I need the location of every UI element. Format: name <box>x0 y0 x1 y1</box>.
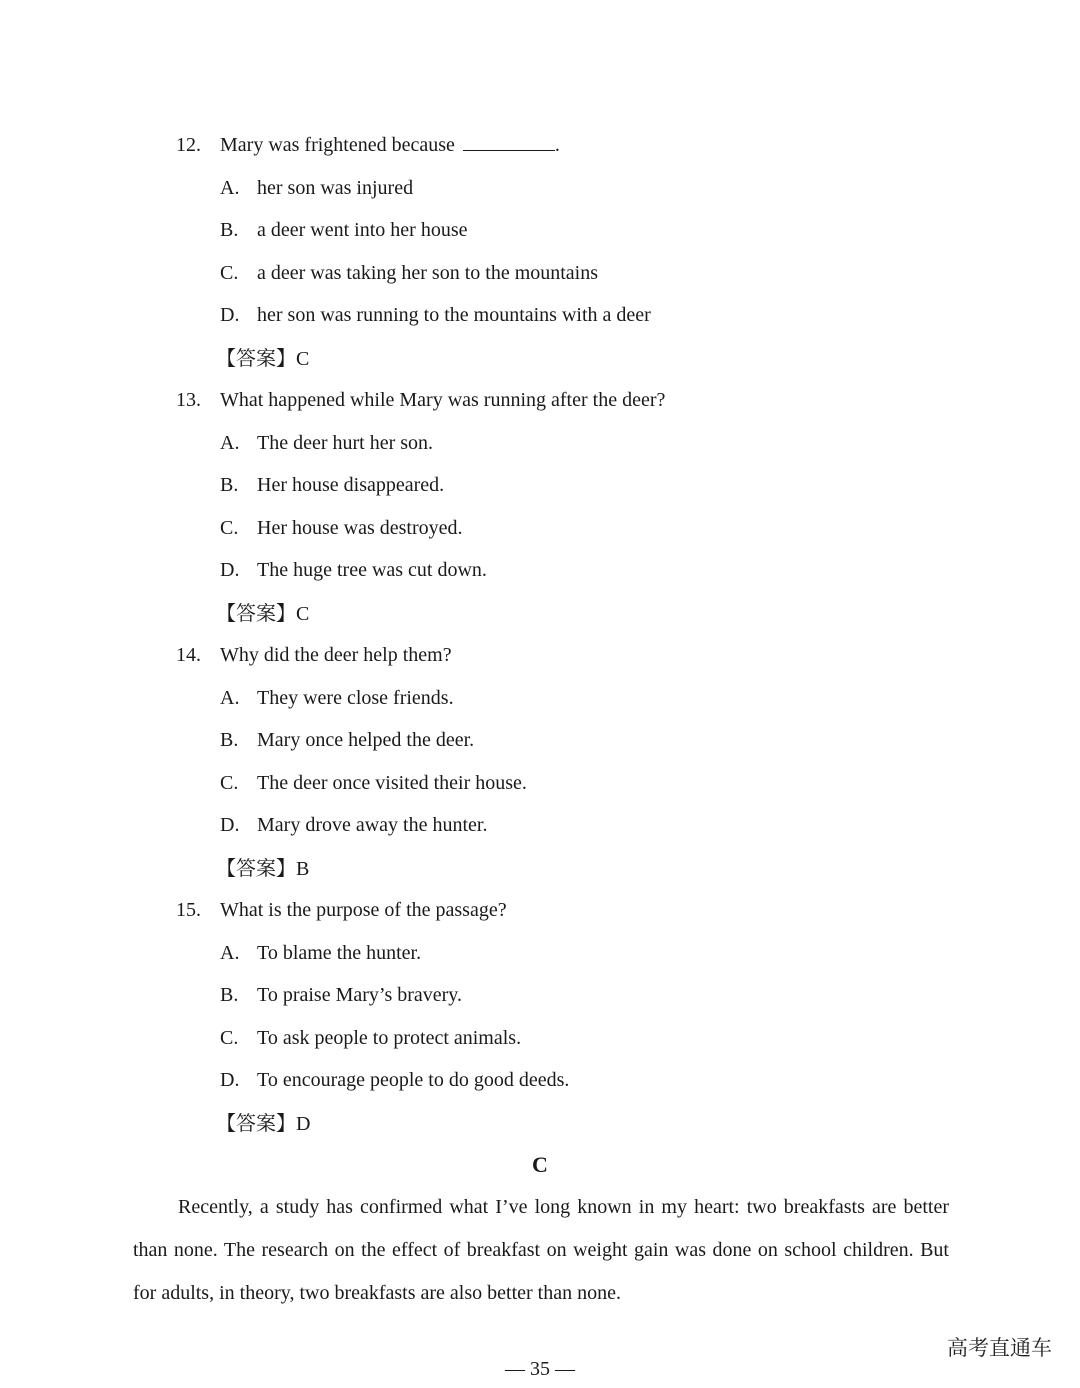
option-text: Mary once helped the deer. <box>257 729 475 751</box>
answer-line <box>216 600 309 627</box>
answer-line <box>216 345 309 372</box>
stem-end: . <box>554 134 560 156</box>
passage-paragraph: Recently, a study has confirmed what I’ve long known in my heart: two breakfasts are better than none. The research on the effect of breakfast on weight gain was done on school children. But for adults, in theory, two breakfasts are also better than none. <box>133 1196 949 1304</box>
answer-value: C <box>296 603 310 625</box>
option-text: The deer once visited their house. <box>257 772 527 794</box>
option-b <box>220 727 474 753</box>
question-number: 14. <box>176 644 201 666</box>
option-c <box>220 770 527 796</box>
option-text: Mary drove away the hunter. <box>257 814 488 836</box>
option-text: her son was injured <box>257 177 414 199</box>
question-number: 12. <box>176 134 201 156</box>
answer-label: 【答案】 <box>216 856 296 880</box>
option-letter: C. <box>220 772 239 794</box>
answer-label: 【答案】 <box>216 1111 296 1135</box>
option-text: Her house was destroyed. <box>257 517 463 539</box>
option-letter: A. <box>220 432 240 454</box>
option-letter: B. <box>220 474 239 496</box>
option-text: To blame the hunter. <box>257 942 422 964</box>
question-text: Mary was frightened because <box>220 134 455 156</box>
option-letter: A. <box>220 177 240 199</box>
question-13-stem <box>176 387 665 413</box>
option-a <box>220 685 454 711</box>
question-12-stem <box>176 132 560 158</box>
question-14-stem <box>176 642 452 668</box>
option-b <box>220 472 444 498</box>
answer-value: B <box>296 858 310 880</box>
answer-label: 【答案】 <box>216 346 296 370</box>
option-c <box>220 260 598 286</box>
option-b <box>220 982 462 1008</box>
answer-line <box>216 1110 310 1137</box>
option-letter: C. <box>220 262 239 284</box>
question-15-stem <box>176 897 507 923</box>
option-letter: D. <box>220 304 240 326</box>
option-text: To ask people to protect animals. <box>257 1027 522 1049</box>
option-text: The deer hurt her son. <box>257 432 434 454</box>
question-text: What is the purpose of the passage? <box>220 899 507 921</box>
option-letter: D. <box>220 1069 240 1091</box>
option-text: her son was running to the mountains with a deer <box>257 304 651 326</box>
answer-label: 【答案】 <box>216 601 296 625</box>
option-text: a deer went into her house <box>257 219 468 241</box>
answer-value: C <box>296 348 310 370</box>
page-number: — 35 — <box>505 1358 575 1380</box>
option-text: To praise Mary’s bravery. <box>257 984 463 1006</box>
option-text: The huge tree was cut down. <box>257 559 487 581</box>
option-letter: C. <box>220 517 239 539</box>
question-number: 13. <box>176 389 201 411</box>
option-d <box>220 812 487 838</box>
answer-blank <box>463 132 555 151</box>
option-text: a deer was taking her son to the mountains <box>257 262 599 284</box>
option-letter: B. <box>220 219 239 241</box>
option-text: They were close friends. <box>257 687 454 709</box>
option-letter: A. <box>220 687 240 709</box>
question-number: 15. <box>176 899 201 921</box>
question-text: Why did the deer help them? <box>220 644 452 666</box>
option-letter: B. <box>220 729 239 751</box>
option-letter: D. <box>220 814 240 836</box>
option-letter: B. <box>220 984 239 1006</box>
answer-value: D <box>296 1113 311 1135</box>
option-letter: C. <box>220 1027 239 1049</box>
option-c <box>220 515 463 541</box>
option-a <box>220 430 433 456</box>
option-letter: A. <box>220 942 240 964</box>
option-d <box>220 302 651 328</box>
option-d <box>220 1067 569 1093</box>
option-a <box>220 175 413 201</box>
option-text: To encourage people to do good deeds. <box>257 1069 570 1091</box>
option-b <box>220 217 467 243</box>
option-text: Her house disappeared. <box>257 474 445 496</box>
option-c <box>220 1025 521 1051</box>
option-letter: D. <box>220 559 240 581</box>
section-title: C <box>532 1152 548 1177</box>
watermark-text: 高考直通车 <box>947 1336 1052 1360</box>
option-d <box>220 557 487 583</box>
question-text: What happened while Mary was running after the deer? <box>220 389 666 411</box>
option-a <box>220 940 421 966</box>
answer-line <box>216 855 309 882</box>
